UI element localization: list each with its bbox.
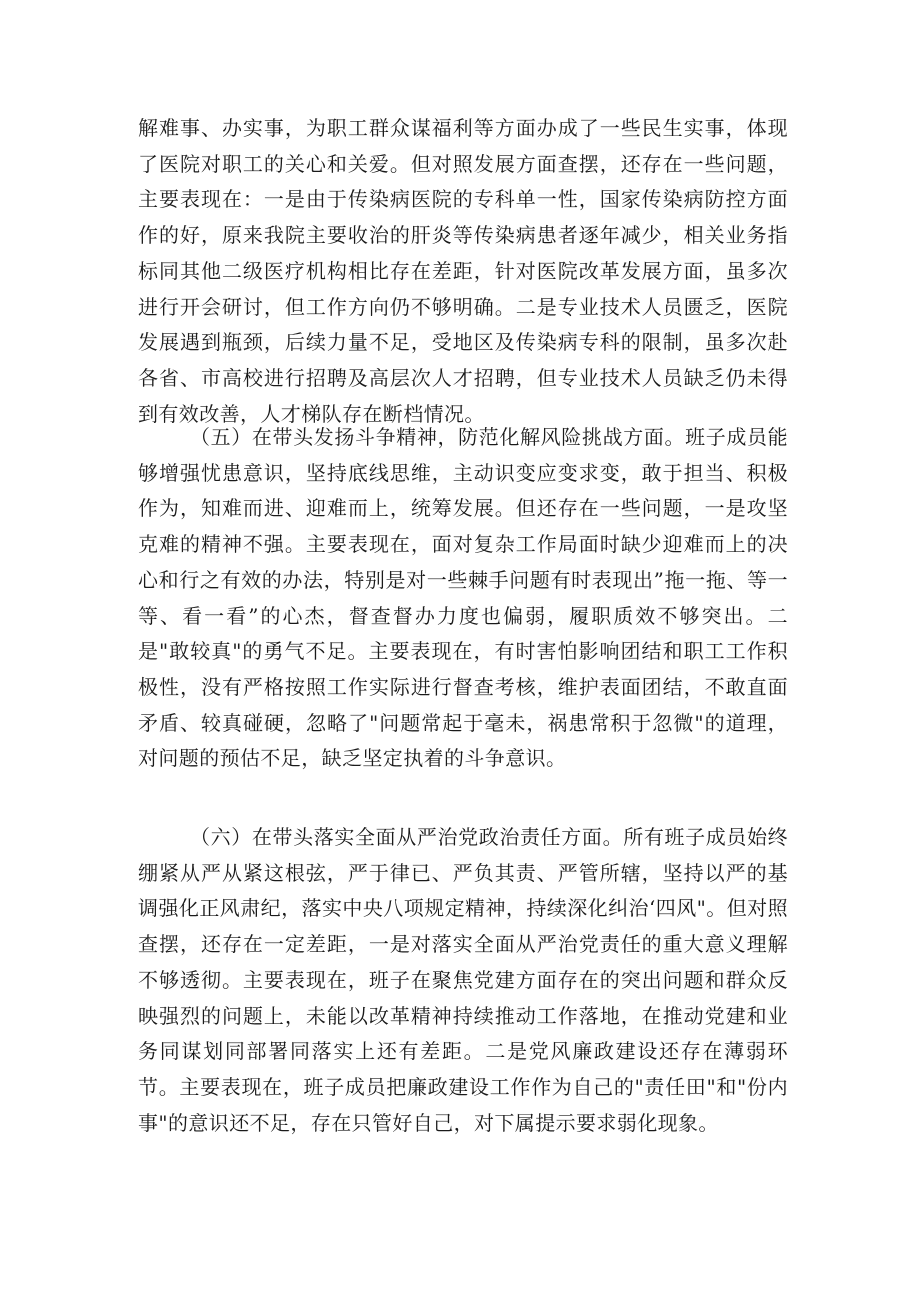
paragraph-continuation: 解难事、办实事，为职工群众谋福利等方面办成了一些民生实事，体现了医院对职工的关心和关爱。但对照发展方面查摆，还存在一些问题，主要表现在：一是由于传染病医院的专科单一性，国家传染病防控方面作的好，原来我院主要收治的肝炎等传染病患者逐年减少，相关业务指标同其他二级医疗机构相比存在差距，针对医院改革发展方面，虽多次进行开会研讨，但工作方向仍不够明确。二是专业技术人员匮乏，医院发展遇到瓶颈，后续力量不足，受地区及传染病专科的限制，虽多次赴各省、市高校进行招聘及高层次人才招聘，但专业技术人员缺乏仍未得到有效改善，人才梯队存在断档情况。 bbox=[138, 116, 788, 426]
paragraph-section-six: （六）在带头落实全面从严治党政治责任方面。所有班子成员始终绷紧从严从紧这根弦，严于律已、严负其责、严管所辖，坚持以严的基调强化正风肃纪，落实中央八项规定精神，持续深化纠治‘四风"。但对照查摆，还存在一定差距，一是对落实全面从严治党责任的重大意义理解不够透彻。主要表现在，班子在聚焦党建方面存在的突出问题和群众反映强烈的问题上，未能以改革精神持续推动工作落地，在推动党建和业务同谋划同部署同落实上还有差距。二是党风廉政建设还存在薄弱环节。主要表现在，班子成员把廉政建设工作作为自己的"责任田"和"份内事"的意识还不足，存在只管好自己，对下属提示要求弱化现象。 bbox=[138, 825, 788, 1135]
paragraph-section-five: （五）在带头发扬斗争精神，防范化解风险挑战方面。班子成员能够增强忧患意识，坚持底线思维，主动识变应变求变，敢于担当、积极作为，知难而进、迎难而上，统筹发展。但还存在一些问题，一是攻坚克难的精神不强。主要表现在，面对复杂工作局面时缺少迎难而上的决心和行之有效的办法，特别是对一些棘手问题有时表现出”拖一拖、等一等、看一看”的心杰，督查督办力度也偏弱，履职质效不够突出。二是"敢较真"的勇气不足。主要表现在，有时害怕影响团结和职工工作积极性，没有严格按照工作实际进行督查考核，维护表面团结，不敢直面矛盾、较真碰硬，忽略了"问题常起于毫未，祸患常积于忽微"的道理，对问题的预估不足，缺乏坚定执着的斗争意识。 bbox=[138, 425, 788, 771]
